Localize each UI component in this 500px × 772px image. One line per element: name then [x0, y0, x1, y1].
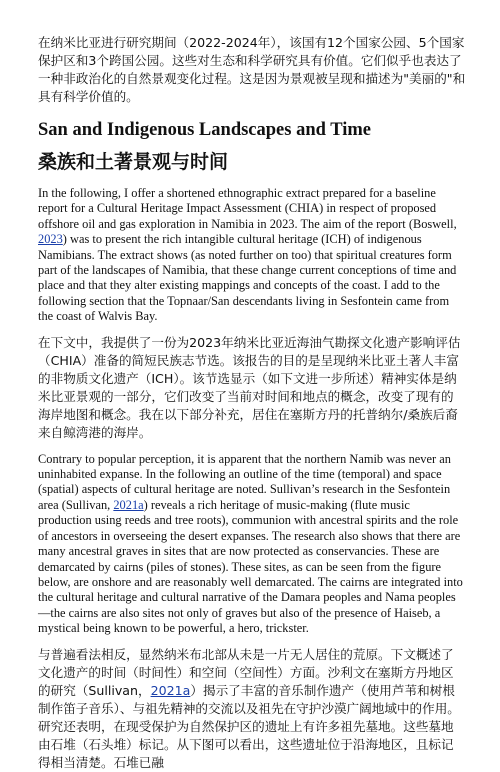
citation-link-sullivan-2021a[interactable]: 2021a — [113, 497, 144, 512]
citation-link-sullivan-2021a-zh[interactable]: 2021a — [150, 682, 191, 698]
paragraph-en-1 — [38, 186, 466, 325]
paragraph-en-1-text-a: In the following, I offer a shortened ethnographic extract prepared for a baseline report for a Cultural Heritage Impact Assessment (CHIA) in respect of proposed offshore oil and gas exploration in Namibia in 2023. The aim of the report (Boswell, — [38, 186, 457, 231]
paragraph-en-2 — [38, 452, 466, 637]
section-heading-en: San and Indigenous Landscapes and Time — [38, 120, 371, 140]
paragraph-en-2-text-a: Contrary to popular perception, it is apparent that the northern Namib was never an uninhabited expanse. In the following an outline of the time (temporal) and space (spatial) aspects of cultural heritage are noted. Sullivan’s research in the Sesfontein area (Sullivan, — [38, 451, 451, 512]
paragraph-en-1-text-b: ) was to present the rich intangible cultural heritage (ICH) of indigenous Namibians. The extract shows (as noted further on too) that spiritual creatures form part of the landscapes of Namibia, that these change current conceptions of time and place and that they alter existing mappings and concepts of the coast. I add to the following section that the Topnaar/San descendants living in Sesfontein came from the coast of Walvis Bay. — [38, 232, 457, 324]
paragraph-en-2-text-b: ) reveals a rich heritage of music-making (flute music production using reeds and tree roots), communion with ancestral spirits and the role of ancestors in overseeing the desert expanses. The research also shows that there are many ancestral graves in sites that are now protected as conservancies. These are demarcated by cairns (piles of stones). These sites, as can be seen from the figure below, are onshore and are reasonably well demarcated. The cairns are integrated into the cultural heritage and cultural narrative of the Damara peoples and Nama peoples—the cairns are also sites not only of graves but also of the presence of Haiseb, a mystical being known to be powerful, a hero, trickster. — [38, 497, 463, 636]
paragraph-zh-2 — [38, 646, 466, 772]
paragraph-zh-1: 在下文中，我提供了一份为2023年纳米比亚近海油气勘探文化遗产影响评估（CHIA）准备的简短民族志节选。该报告的目的是呈现纳米比亚土著人丰富的非物质文化遗产（ICH）。该节选显示（如下文进一步所述）精神实体是纳米比亚景观的一部分，它们改变了当前对时间和地点的概念，改变了现有的海岸地图和概念。我在以下部分补充，居住在塞斯方丹的托普纳尔/桑族后裔来自鲸湾港的海岸。 — [38, 334, 461, 440]
citation-link-boswell-2023[interactable]: 2023 — [38, 232, 63, 247]
paragraph-zh-2-text-b: ）揭示了丰富的音乐制作遗产（使用芦苇和树根制作笛子音乐）、与祖先精神的交流以及祖先在守护沙漠广阔地域中的作用。研究还表明，在现受保护为自然保护区的遗址上有许多祖先墓地。这些墓地由石堆（石头堆）标记。从下图可以看出，这些遗址位于沿海地区，且标记得相当清楚。石堆已融 — [38, 682, 460, 770]
section-heading-zh: 桑族和土著景观与时间 — [38, 151, 229, 173]
intro-paragraph-zh: 在纳米比亚进行研究期间（2022-2024年），该国有12个国家公园、5个国家保护区和3个跨国公园。这些对生态和科学研究具有价值。它们似乎也表达了一种非政治化的自然景观变化过程。这是因为景观被呈现和描述为"美丽的"和具有科学价值的。 — [38, 35, 466, 104]
document-page — [38, 0, 466, 772]
paragraph-zh-2-text-a: 与普遍看法相反，显然纳米布北部从未是一片无人居住的荒原。下文概述了文化遗产的时间（时间性）和空间（空间性）方面。沙利文在塞斯方丹地区的研究（Sullivan， — [38, 646, 454, 698]
